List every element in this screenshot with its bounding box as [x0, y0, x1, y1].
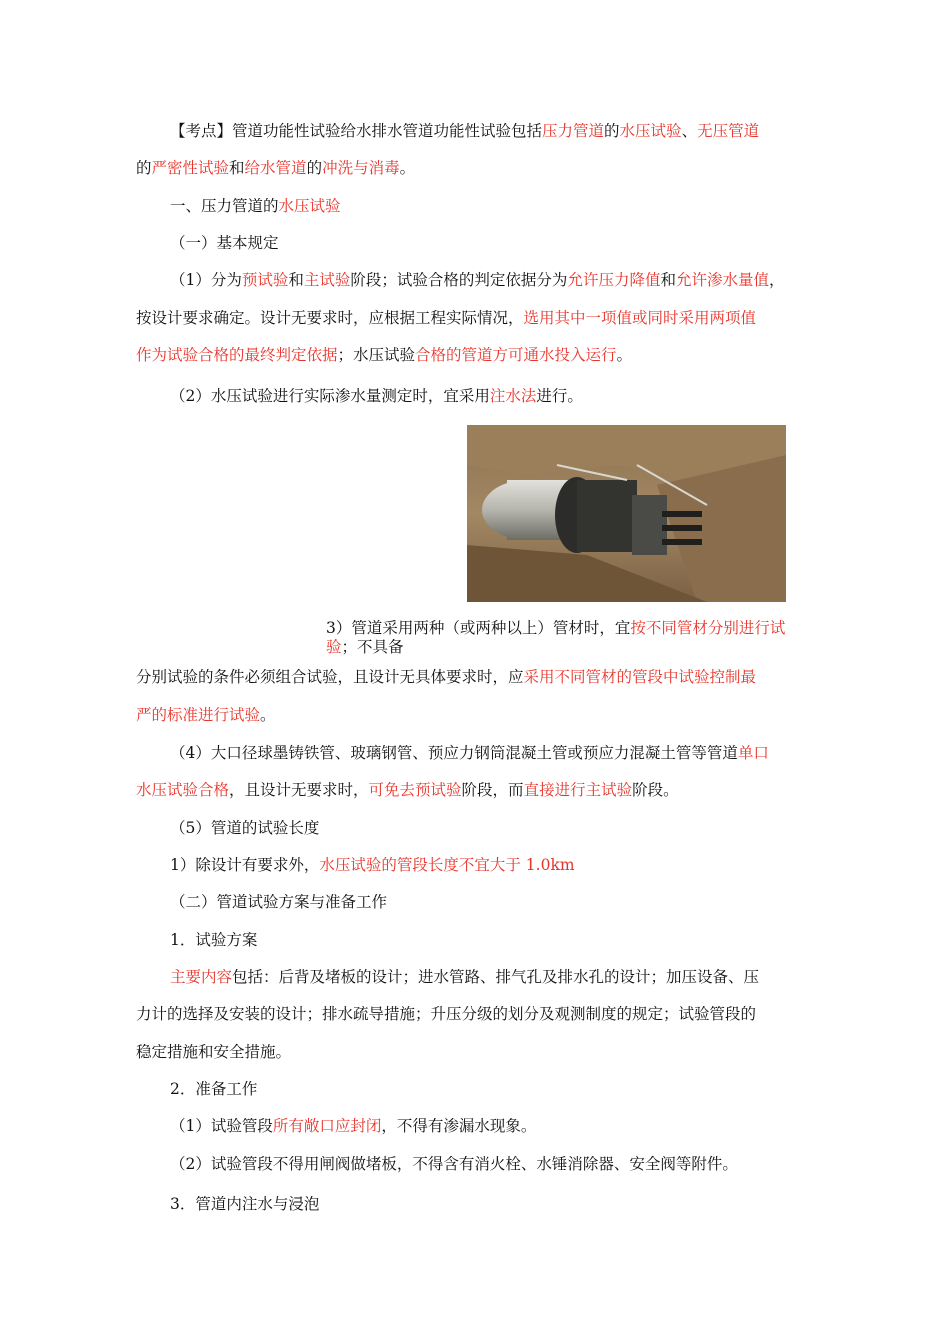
highlight: 直接进行主试验 — [523, 781, 633, 799]
text: 一、压力管道的 — [170, 197, 279, 215]
highlight: 合格的管道方可通水投入运行 — [415, 346, 617, 364]
heading-1-2: （二）管道试验方案与准备工作 — [170, 893, 388, 911]
heading-2-2: 2．准备工作 — [170, 1080, 258, 1098]
para-3-line4 — [136, 705, 276, 725]
text: ；水压试验 — [337, 346, 416, 364]
highlight: 允许渗水量值 — [675, 271, 769, 289]
para-1-line3 — [136, 345, 632, 365]
highlight: 单口 — [737, 744, 769, 762]
text: 和 — [660, 271, 676, 289]
highlight: 严密性试验 — [151, 159, 230, 177]
para-5: （5）管道的试验长度 — [170, 819, 320, 837]
para-4-line1 — [170, 743, 769, 763]
pipe-pressure-test-photo — [467, 425, 786, 602]
text: 和 — [229, 159, 245, 177]
highlight: 主要内容 — [170, 968, 233, 986]
para-kaodian-line1 — [170, 121, 759, 141]
para-prep-2: （2）试验管段不得用闸阀做堵板，不得含有消火栓、水锤消除器、安全阀等附件。 — [170, 1155, 738, 1173]
highlight: 压力管道 — [542, 122, 605, 140]
text: 阶段；试验合格的判定依据分为 — [350, 271, 568, 289]
para-3-line1 — [326, 618, 785, 638]
highlight: 作为试验合格的最终判定依据 — [136, 346, 338, 364]
text: 进行。 — [536, 387, 583, 405]
text: 1）除设计有要求外， — [170, 856, 320, 874]
text: 的 — [306, 159, 323, 177]
text: 3）管道采用两种（或两种以上）管材时，宜 — [326, 619, 631, 637]
heading-2-1: 1．试验方案 — [170, 931, 258, 949]
highlight: 采用不同管材的管段中试验控制最 — [523, 668, 757, 686]
text: 的 — [604, 122, 620, 140]
text: （1）分为 — [170, 271, 242, 289]
text: 。 — [616, 346, 633, 364]
highlight: 水压试验的管段长度不宜大于 1.0km — [319, 856, 575, 874]
para-3-line3 — [136, 667, 756, 687]
text: 阶段，而 — [461, 781, 524, 799]
para-3-line2 — [326, 637, 404, 657]
text: 的 — [136, 159, 152, 177]
highlight: 预试验 — [241, 271, 289, 289]
highlight: 按不同管材分别进行试 — [630, 619, 786, 637]
text: 分别试验的条件必须组合试验，且设计无具体要求时，应 — [136, 668, 524, 686]
highlight: 给水管道 — [244, 159, 307, 177]
text: 包括：后背及堵板的设计；进水管路、排气孔及排水孔的设计；加压设备、压 — [232, 968, 760, 986]
heading-2-3: 3．管道内注水与浸泡 — [170, 1195, 320, 1213]
para-4-line2 — [136, 780, 679, 800]
para-kaodian-line2 — [136, 158, 415, 178]
highlight: 主试验 — [303, 271, 351, 289]
para-prep-1 — [170, 1116, 536, 1136]
para-1-line1 — [170, 270, 785, 290]
para-plan-line1 — [170, 967, 759, 987]
heading-1-1: （一）基本规定 — [170, 234, 279, 252]
para-plan-line3: 稳定措施和安全措施。 — [136, 1043, 292, 1061]
highlight: 所有敞口应封闭 — [272, 1117, 382, 1135]
pipe-photo-illustration — [467, 425, 786, 602]
highlight: 水压试验 — [278, 197, 341, 215]
highlight: 水压试验 — [619, 122, 682, 140]
highlight: 允许压力降值 — [567, 271, 661, 289]
highlight: 可免去预试验 — [368, 781, 462, 799]
text: ， — [768, 271, 785, 289]
text: ；不具备 — [341, 638, 404, 656]
highlight: 验 — [326, 638, 342, 656]
text: ，且设计无要求时， — [229, 781, 369, 799]
para-plan-line2: 力计的选择及安装的设计；排水疏导措施；升压分级的划分及观测制度的规定；试验管段的 — [136, 1005, 757, 1023]
para-1-line2 — [136, 308, 756, 328]
highlight: 无压管道 — [697, 122, 760, 140]
text: （4）大口径球墨铸铁管、玻璃钢管、预应力钢筒混凝土管或预应力混凝土管等管道 — [170, 744, 738, 762]
highlight: 严的标准进行试验 — [136, 706, 261, 724]
highlight: 注水法 — [489, 387, 537, 405]
para-2 — [170, 386, 583, 406]
text: 阶段。 — [632, 781, 679, 799]
text: 。 — [399, 159, 416, 177]
text: 和 — [288, 271, 304, 289]
text: 。 — [260, 706, 276, 724]
text: 按设计要求确定。设计无要求时，应根据工程实际情况， — [136, 309, 524, 327]
heading-1 — [170, 196, 341, 216]
para-5-1 — [170, 855, 575, 875]
text: 【考点】管道功能性试验给水排水管道功能性试验包括 — [170, 122, 543, 140]
text: （1）试验管段 — [170, 1117, 273, 1135]
highlight: 冲洗与消毒 — [322, 159, 400, 177]
text: ，不得有渗漏水现象。 — [381, 1117, 537, 1135]
highlight: 选用其中一项值或同时采用两项值 — [523, 309, 757, 327]
text: 、 — [681, 122, 698, 140]
text: （2）水压试验进行实际渗水量测定时，宜采用 — [170, 387, 490, 405]
highlight: 水压试验合格 — [136, 781, 230, 799]
